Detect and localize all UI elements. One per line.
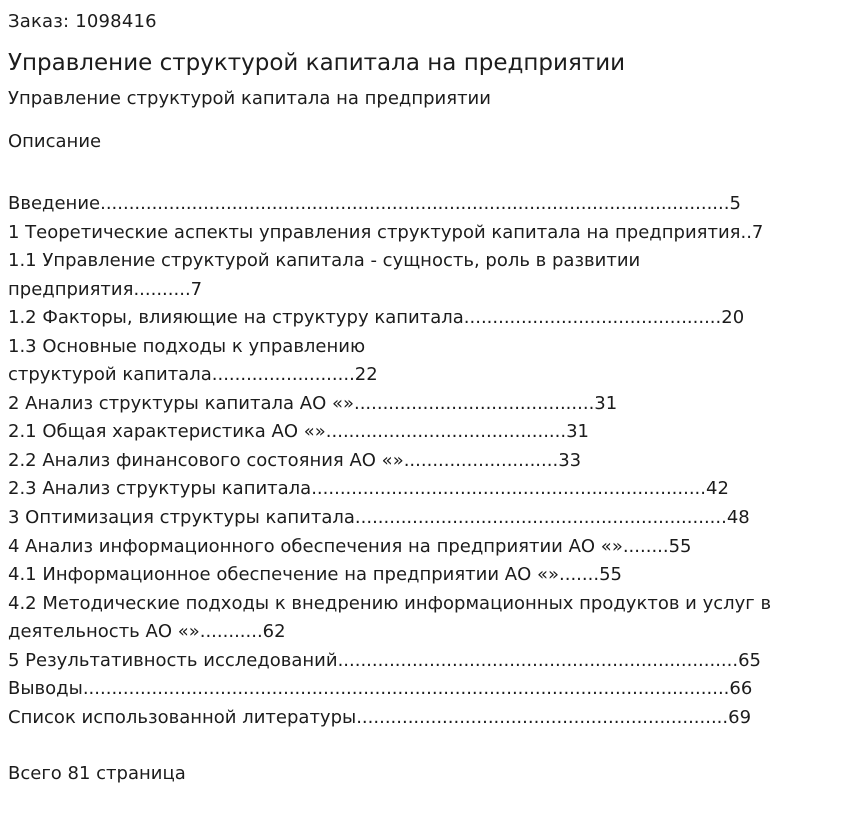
toc-entry-section-2-3: 2.3 Анализ структуры капитала.....................................................................42 — [8, 478, 729, 500]
toc-entry-section-1-2: 1.2 Факторы, влияющие на структуру капитала.............................................20 — [8, 307, 745, 329]
page-title: Управление структурой капитала на предприятии — [8, 50, 626, 76]
page-subtitle: Управление структурой капитала на предприятии — [8, 88, 491, 109]
order-number: Заказ: 1098416 — [8, 11, 157, 32]
toc-entry-chapter-4: 4 Анализ информационного обеспечения на предприятии АО «»........55 — [8, 535, 692, 557]
table-of-contents — [8, 190, 838, 732]
toc-entry-references: Список использованной литературы.................................................................69 — [8, 706, 752, 728]
toc-entry-section-4-1: 4.1 Информационное обеспечение на предприятии АО «».......55 — [8, 564, 622, 586]
page-count: Всего 81 страница — [8, 763, 186, 784]
toc-entry-section-4-2: 4.2 Методические подходы к внедрению информационных продуктов и услуг в деятельность АО «»...........62 — [8, 592, 772, 643]
toc-entry-conclusions: Выводы.................................................................................................................66 — [8, 678, 753, 700]
toc-entry-introduction: Введение..............................................................................................................5 — [8, 193, 741, 214]
toc-entry-section-2-2: 2.2 Анализ финансового состояния АО «»...........................33 — [8, 449, 582, 471]
toc-entry-section-1-1: 1.1 Управление структурой капитала - сущность, роль в развитии предприятия..........7 — [8, 250, 641, 300]
toc-entry-chapter-2: 2 Анализ структуры капитала АО «»..........................................31 — [8, 392, 618, 414]
toc-entry-chapter-3: 3 Оптимизация структуры капитала.................................................................48 — [8, 507, 750, 529]
toc-entry-chapter-5: 5 Результативность исследований......................................................................65 — [8, 649, 761, 671]
toc-entry-section-2-1: 2.1 Общая характеристика АО «»..........................................31 — [8, 421, 589, 443]
toc-entry-section-1-3: 1.3 Основные подходы к управлению структурой капитала.........................22 — [8, 335, 378, 386]
toc-entry-chapter-1: 1 Теоретические аспекты управления структурой капитала на предприятия..7 — [8, 221, 764, 243]
description-heading: Описание — [8, 131, 102, 152]
